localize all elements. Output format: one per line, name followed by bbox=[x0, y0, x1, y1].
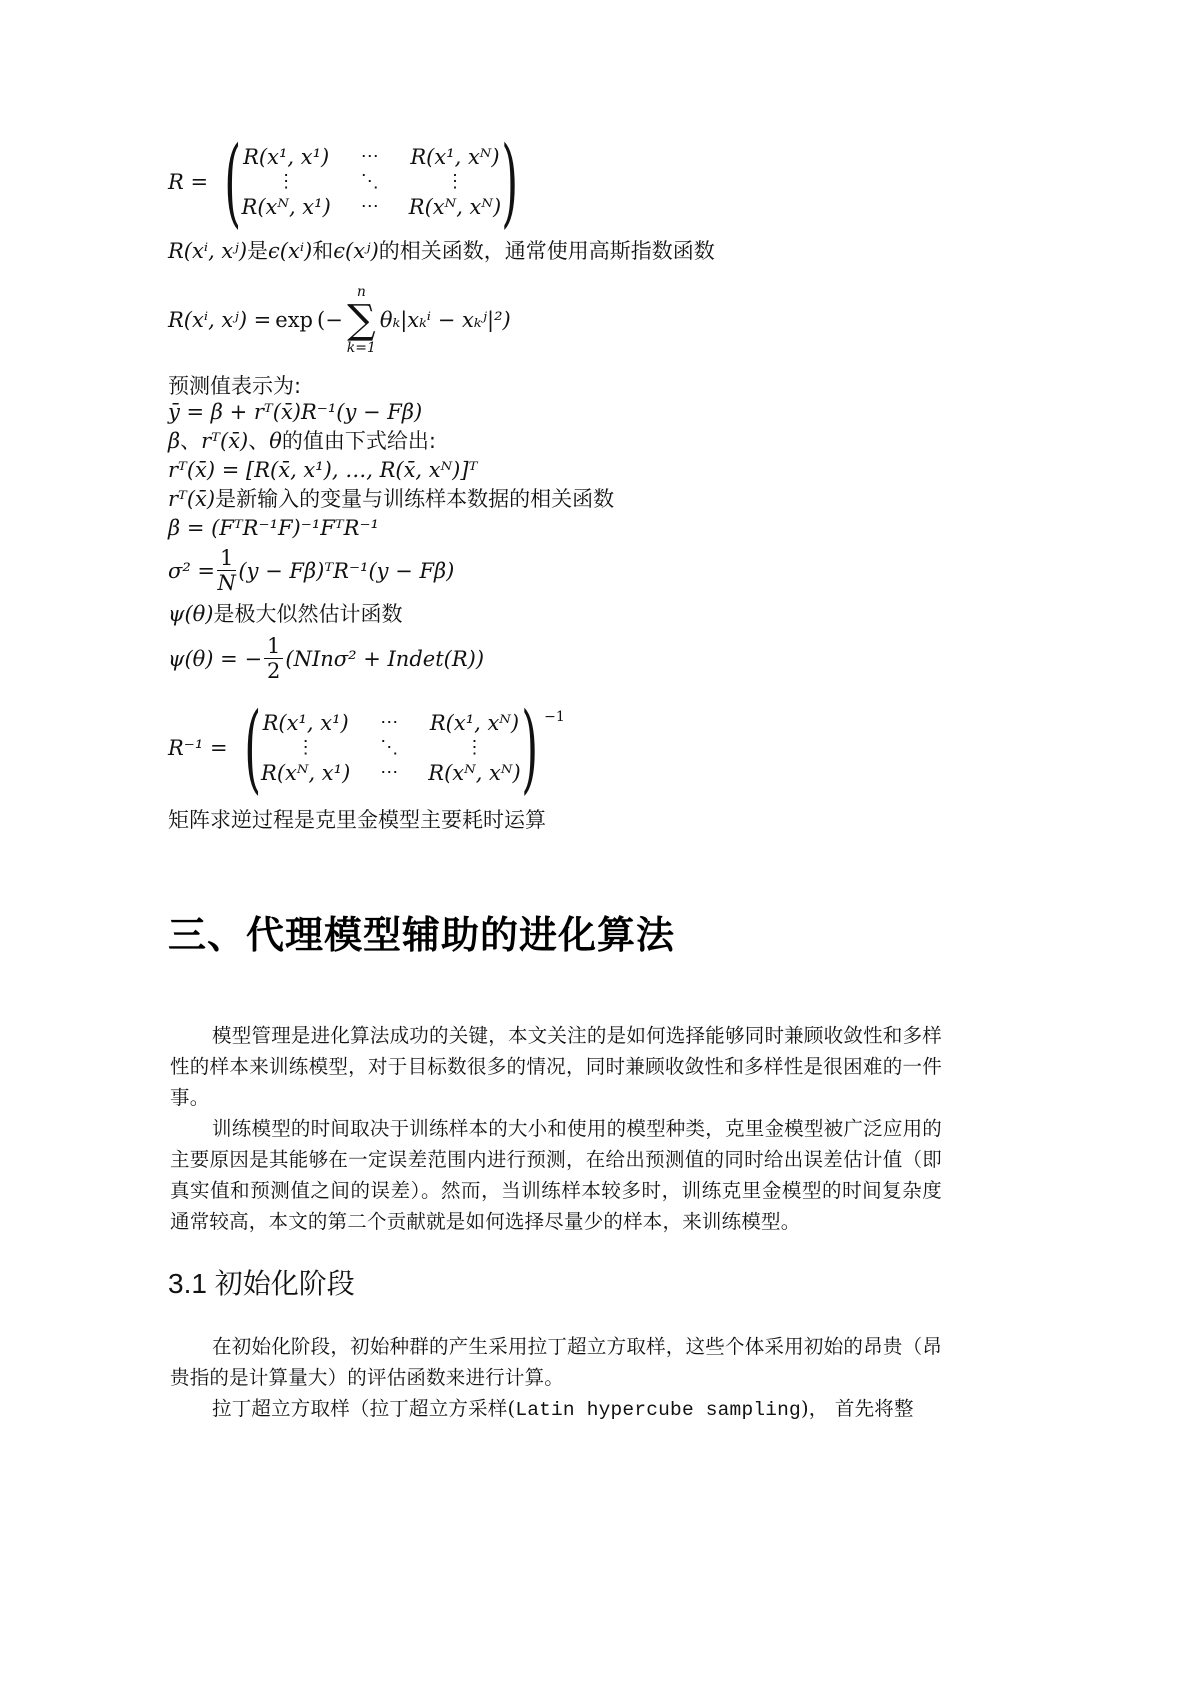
matrix-cell: ⋮ bbox=[445, 171, 464, 192]
matrix-rinv-grid bbox=[261, 709, 521, 787]
correlation-description bbox=[168, 238, 715, 264]
matrix-cell: R(xᴺ, x¹) bbox=[241, 195, 331, 219]
denominator: N bbox=[217, 571, 236, 595]
matrix-cell: ⋮ bbox=[277, 171, 296, 192]
matrix-cell: ⋮ bbox=[465, 737, 484, 758]
matrix-cell: R(xᴺ, xᴺ) bbox=[408, 195, 502, 219]
matrix-cell: R(x¹, x¹) bbox=[243, 145, 330, 169]
matrix-cell: R(xᴺ, x¹) bbox=[261, 761, 351, 785]
eq-rhs: (NInσ² + Indet(R)) bbox=[285, 646, 485, 671]
matrix-cell: R(xᴺ, xᴺ) bbox=[428, 761, 521, 785]
text-inline: 和 bbox=[312, 239, 334, 263]
math-inline: ψ(θ) bbox=[168, 602, 214, 626]
beta-equation: β = (FᵀR⁻¹F)⁻¹FᵀR⁻¹ bbox=[168, 516, 379, 540]
text-inline: 是极大似然估计函数 bbox=[213, 602, 403, 626]
matrix-r-grid bbox=[242, 143, 502, 221]
denominator: 2 bbox=[267, 659, 281, 683]
section-3-paragraph-1: 模型管理是进化算法成功的关键，本文关注的是如何选择能够同时兼顾收敛性和多样性的样本来训练模型，对于目标数很多的情况，同时兼顾收敛性和多样性是很困难的一件事。 bbox=[170, 1024, 942, 1109]
numerator: 1 bbox=[264, 634, 283, 659]
text-inline: 、 bbox=[180, 429, 202, 453]
math-inline: ϵ(xⁱ) bbox=[268, 239, 313, 263]
right-paren-icon: ) bbox=[520, 692, 538, 804]
right-paren-icon: ) bbox=[501, 126, 519, 238]
matrix-cell: ⋮ bbox=[296, 737, 315, 758]
left-paren-icon: ( bbox=[224, 126, 242, 238]
psi-equation bbox=[168, 634, 484, 683]
matrix-r-equation bbox=[168, 126, 529, 238]
math-inline: β bbox=[168, 429, 181, 453]
section-3-1-paragraph-1: 在初始化阶段，初始种群的产生采用拉丁超立方取样，这些个体采用初始的昂贵（昂贵指的是计算量大）的评估函数来进行计算。 bbox=[170, 1335, 942, 1389]
text-inline: 是 bbox=[247, 239, 269, 263]
text-inline: 、 bbox=[248, 429, 270, 453]
text-inline: 是新输入的变量与训练样本数据的相关函数 bbox=[215, 487, 615, 511]
r-vector-equation: rᵀ(x̄) = [R(x̄, x¹), …, R(x̄, xᴺ)]ᵀ bbox=[168, 458, 478, 482]
math-inline: rᵀ(x̄) bbox=[201, 429, 249, 453]
eq-open: (− bbox=[317, 308, 343, 332]
fraction bbox=[264, 634, 283, 683]
section-3-1-paragraph-2 bbox=[170, 1393, 942, 1426]
psi-description bbox=[168, 601, 403, 627]
latin-term: Latin hypercube sampling bbox=[515, 1399, 801, 1421]
text-inline: 的值由下式给出: bbox=[281, 429, 436, 453]
matrix-cell: ⋱ bbox=[380, 737, 399, 758]
sum-lower-limit: k=1 bbox=[346, 340, 376, 356]
matrix-r-inverse-equation bbox=[168, 692, 565, 804]
matrix-rinv-lhs: R⁻¹ = bbox=[168, 736, 228, 760]
r-description bbox=[168, 486, 614, 512]
math-inline: rᵀ(x̄) bbox=[168, 487, 216, 511]
eq-body: θₖ|xₖⁱ − xₖʲ|²) bbox=[379, 308, 511, 332]
matrix-exponent: −1 bbox=[544, 709, 565, 725]
numerator: 1 bbox=[217, 546, 236, 571]
prediction-equation: ȳ = β + rᵀ(x̄)R⁻¹(y − Fβ) bbox=[168, 400, 423, 424]
text-inline: )， 首先将整 bbox=[800, 1397, 914, 1420]
prediction-label: 预测值表示为: bbox=[168, 374, 302, 398]
matrix-cell: ⋱ bbox=[360, 171, 379, 192]
matrix-cell: R(x¹, xᴺ) bbox=[410, 145, 500, 169]
matrix-cell: ⋯ bbox=[380, 712, 399, 733]
text-inline: 的相关函数，通常使用高斯指数函数 bbox=[378, 239, 715, 263]
matrix-cell: ⋯ bbox=[360, 196, 379, 217]
summation bbox=[347, 284, 376, 356]
matrix-cell: ⋯ bbox=[380, 762, 399, 783]
matrix-cell: R(x¹, x¹) bbox=[262, 711, 349, 735]
exp-function: exp bbox=[275, 308, 313, 332]
math-inline: θ bbox=[269, 429, 282, 453]
gaussian-equation bbox=[168, 284, 511, 356]
inverse-note: 矩阵求逆过程是克里金模型主要耗时运算 bbox=[168, 808, 546, 832]
section-heading-3: 三、代理模型辅助的进化算法 bbox=[168, 913, 676, 957]
left-paren-icon: ( bbox=[243, 692, 261, 804]
fraction bbox=[217, 546, 236, 595]
section-3-paragraph-2: 训练模型的时间取决于训练样本的大小和使用的模型种类，克里金模型被广泛应用的主要原因是其能够在一定误差范围内进行预测，在给出预测值的同时给出误差估计值（即真实值和预测值之间的误差）。然而，当训练样本较多时，训练克里金模型的时间复杂度通常较高，本文的第二个贡献就是如何选择尽量少的样本，来训练模型。 bbox=[170, 1117, 942, 1233]
text-inline: 拉丁超立方取样（拉丁超立方采样( bbox=[212, 1397, 516, 1420]
sigma-equation bbox=[168, 546, 454, 595]
matrix-r-lhs: R = bbox=[168, 170, 209, 194]
eq-lhs: σ² = bbox=[168, 558, 216, 583]
sum-upper-limit: n bbox=[356, 284, 366, 300]
eq-lhs: ψ(θ) = − bbox=[168, 646, 263, 671]
parameters-line bbox=[168, 428, 436, 454]
eq-lhs: R(xⁱ, xʲ) = bbox=[168, 308, 272, 332]
math-inline: R(xⁱ, xʲ) bbox=[168, 239, 248, 263]
sigma-icon: ∑ bbox=[347, 297, 376, 343]
math-inline: ϵ(xʲ) bbox=[333, 239, 379, 263]
section-heading-3-1: 3.1 初始化阶段 bbox=[168, 1268, 355, 1299]
matrix-cell: R(x¹, xᴺ) bbox=[429, 711, 520, 735]
matrix-cell: ⋯ bbox=[360, 146, 379, 167]
eq-rhs: (y − Fβ)ᵀR⁻¹(y − Fβ) bbox=[238, 558, 455, 583]
